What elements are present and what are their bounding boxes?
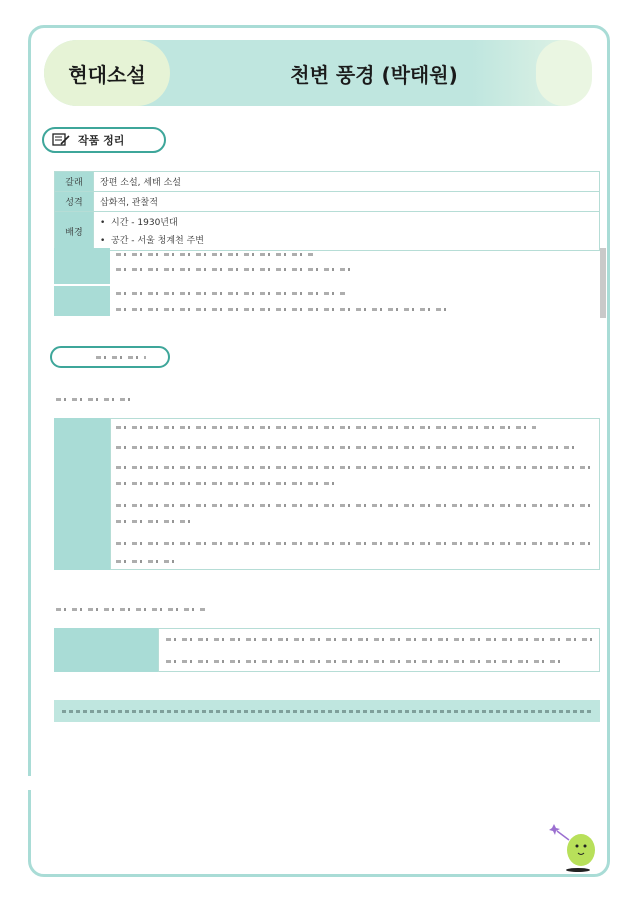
frame-notch bbox=[22, 776, 32, 790]
illegible-text bbox=[116, 504, 596, 507]
mascot-icon bbox=[548, 822, 608, 874]
illegible-text bbox=[96, 356, 146, 359]
illegible-text bbox=[116, 520, 196, 523]
illegible-text bbox=[116, 253, 316, 256]
setting-time: 시간 - 1930년대 bbox=[111, 218, 178, 228]
illegible-text bbox=[166, 638, 596, 641]
illegible-label bbox=[54, 628, 158, 672]
list-item: • 시간 - 1930년대 bbox=[100, 218, 178, 228]
note-pencil-icon bbox=[52, 133, 70, 147]
list-item: • 공간 - 서울 청계천 주변 bbox=[100, 236, 204, 246]
illegible-text bbox=[116, 542, 596, 545]
table-row bbox=[55, 212, 600, 251]
illegible-label bbox=[54, 286, 110, 316]
illegible-text bbox=[166, 660, 566, 663]
category-label: 현대소설 bbox=[44, 40, 170, 106]
row-value bbox=[94, 212, 600, 251]
illegible-text bbox=[116, 560, 176, 563]
row-value: 장편 소설, 세태 소설 bbox=[94, 172, 600, 192]
section-summary-pill bbox=[42, 127, 166, 153]
illegible-text bbox=[116, 292, 346, 295]
illegible-text bbox=[116, 308, 446, 311]
illegible-label bbox=[54, 248, 110, 284]
row-label: 갈래 bbox=[55, 172, 94, 192]
illegible-text bbox=[116, 268, 356, 271]
table-row bbox=[55, 192, 600, 212]
illegible-label bbox=[54, 418, 110, 570]
illegible-text bbox=[62, 710, 592, 713]
illegible-text bbox=[116, 466, 596, 469]
illegible-text bbox=[56, 608, 206, 611]
header-highlight bbox=[536, 40, 592, 106]
illegible-box bbox=[110, 418, 600, 570]
setting-place: 공간 - 서울 청계천 주변 bbox=[111, 236, 204, 246]
illegible-text bbox=[56, 398, 136, 401]
illegible-text bbox=[116, 482, 336, 485]
scroll-edge bbox=[600, 248, 606, 318]
table-row bbox=[55, 172, 600, 192]
page-header bbox=[44, 40, 592, 106]
illegible-text bbox=[116, 446, 576, 449]
illegible-box bbox=[158, 628, 600, 672]
row-label: 배경 bbox=[55, 212, 94, 251]
illegible-text bbox=[116, 426, 536, 429]
row-label: 성격 bbox=[55, 192, 94, 212]
summary-table bbox=[54, 171, 600, 251]
section-summary-label: 작품 정리 bbox=[78, 134, 125, 147]
row-value: 삽화적, 관찰적 bbox=[94, 192, 600, 212]
page-title: 천변 풍경 (박태원) bbox=[290, 62, 458, 87]
